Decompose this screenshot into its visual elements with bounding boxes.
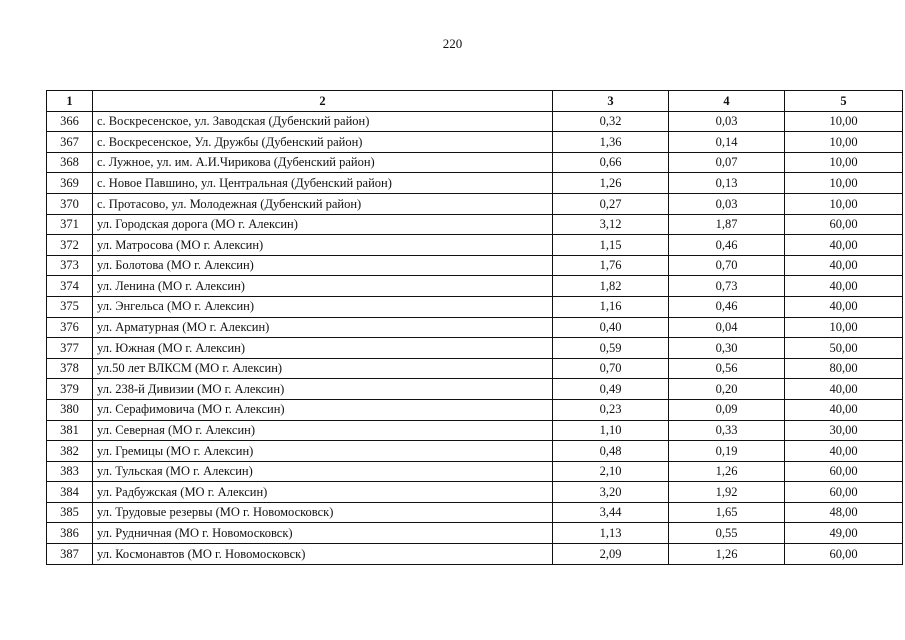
value-col3-cell: 0,32: [553, 111, 669, 132]
table-row: [47, 502, 903, 523]
value-col5-cell: 60,00: [785, 461, 903, 482]
table-row: [47, 338, 903, 359]
value-col4-cell: 1,87: [669, 214, 785, 235]
table-row: [47, 193, 903, 214]
value-col4-cell: 0,03: [669, 193, 785, 214]
column-header-name: 2: [93, 91, 553, 112]
road-name-cell: с. Лужное, ул. им. А.И.Чирикова (Дубенский район): [93, 152, 553, 173]
row-index-cell: 378: [47, 358, 93, 379]
page-number: 220: [442, 36, 463, 51]
row-index-cell: 373: [47, 255, 93, 276]
table-row: [47, 544, 903, 565]
road-name-cell: ул. Арматурная (МО г. Алексин): [93, 317, 553, 338]
table-row: [47, 132, 903, 153]
value-col5-cell: 50,00: [785, 338, 903, 359]
value-col4-cell: 1,92: [669, 482, 785, 503]
value-col4-cell: 0,33: [669, 420, 785, 441]
table-row: [47, 358, 903, 379]
road-name-cell: с. Новое Павшино, ул. Центральная (Дубенский район): [93, 173, 553, 194]
value-col4-cell: 0,04: [669, 317, 785, 338]
table-row: [47, 461, 903, 482]
row-index-cell: 367: [47, 132, 93, 153]
value-col4-cell: 0,46: [669, 296, 785, 317]
table-row: [47, 441, 903, 462]
table-row: [47, 276, 903, 297]
table-row: [47, 296, 903, 317]
table-row: [47, 482, 903, 503]
road-name-cell: ул. Матросова (МО г. Алексин): [93, 235, 553, 256]
value-col3-cell: 0,49: [553, 379, 669, 400]
value-col4-cell: 0,14: [669, 132, 785, 153]
road-name-cell: ул. Космонавтов (МО г. Новомосковск): [93, 544, 553, 565]
value-col3-cell: 1,16: [553, 296, 669, 317]
value-col3-cell: 1,13: [553, 523, 669, 544]
road-name-cell: ул. Городская дорога (МО г. Алексин): [93, 214, 553, 235]
value-col3-cell: 1,26: [553, 173, 669, 194]
value-col4-cell: 0,30: [669, 338, 785, 359]
value-col5-cell: 40,00: [785, 276, 903, 297]
value-col4-cell: 0,07: [669, 152, 785, 173]
column-header-index: 1: [47, 91, 93, 112]
row-index-cell: 375: [47, 296, 93, 317]
value-col3-cell: 3,44: [553, 502, 669, 523]
road-name-cell: с. Протасово, ул. Молодежная (Дубенский район): [93, 193, 553, 214]
row-index-cell: 374: [47, 276, 93, 297]
value-col5-cell: 10,00: [785, 132, 903, 153]
table-row: [47, 420, 903, 441]
value-col4-cell: 0,70: [669, 255, 785, 276]
row-index-cell: 376: [47, 317, 93, 338]
value-col4-cell: 0,13: [669, 173, 785, 194]
value-col5-cell: 48,00: [785, 502, 903, 523]
value-col4-cell: 1,65: [669, 502, 785, 523]
value-col4-cell: 0,09: [669, 399, 785, 420]
row-index-cell: 386: [47, 523, 93, 544]
value-col3-cell: 0,27: [553, 193, 669, 214]
value-col5-cell: 40,00: [785, 296, 903, 317]
value-col3-cell: 0,66: [553, 152, 669, 173]
value-col4-cell: 0,56: [669, 358, 785, 379]
value-col5-cell: 40,00: [785, 235, 903, 256]
road-name-cell: ул. Гремицы (МО г. Алексин): [93, 441, 553, 462]
row-index-cell: 381: [47, 420, 93, 441]
value-col5-cell: 60,00: [785, 544, 903, 565]
road-name-cell: с. Воскресенское, Ул. Дружбы (Дубенский район): [93, 132, 553, 153]
value-col5-cell: 30,00: [785, 420, 903, 441]
value-col4-cell: 0,19: [669, 441, 785, 462]
table-row: [47, 152, 903, 173]
value-col4-cell: 0,46: [669, 235, 785, 256]
row-index-cell: 379: [47, 379, 93, 400]
column-header-4: 4: [669, 91, 785, 112]
table-header-row: [47, 91, 903, 112]
value-col3-cell: 3,20: [553, 482, 669, 503]
table-row: [47, 379, 903, 400]
value-col4-cell: 0,73: [669, 276, 785, 297]
table-row: [47, 173, 903, 194]
value-col5-cell: 10,00: [785, 111, 903, 132]
value-col3-cell: 0,70: [553, 358, 669, 379]
value-col3-cell: 1,82: [553, 276, 669, 297]
table-body: [47, 111, 903, 564]
value-col5-cell: 10,00: [785, 152, 903, 173]
value-col5-cell: 40,00: [785, 255, 903, 276]
row-index-cell: 370: [47, 193, 93, 214]
road-name-cell: ул. Рудничная (МО г. Новомосковск): [93, 523, 553, 544]
value-col5-cell: 10,00: [785, 317, 903, 338]
row-index-cell: 383: [47, 461, 93, 482]
row-index-cell: 384: [47, 482, 93, 503]
roads-table: [46, 90, 903, 565]
value-col3-cell: 1,15: [553, 235, 669, 256]
row-index-cell: 382: [47, 441, 93, 462]
table-row: [47, 214, 903, 235]
road-name-cell: ул. Тульская (МО г. Алексин): [93, 461, 553, 482]
row-index-cell: 369: [47, 173, 93, 194]
value-col5-cell: 60,00: [785, 214, 903, 235]
row-index-cell: 368: [47, 152, 93, 173]
row-index-cell: 366: [47, 111, 93, 132]
value-col3-cell: 0,59: [553, 338, 669, 359]
row-index-cell: 385: [47, 502, 93, 523]
value-col4-cell: 1,26: [669, 461, 785, 482]
value-col3-cell: 2,09: [553, 544, 669, 565]
value-col5-cell: 40,00: [785, 441, 903, 462]
value-col4-cell: 0,03: [669, 111, 785, 132]
value-col5-cell: 49,00: [785, 523, 903, 544]
value-col3-cell: 1,36: [553, 132, 669, 153]
row-index-cell: 380: [47, 399, 93, 420]
table-row: [47, 317, 903, 338]
row-index-cell: 372: [47, 235, 93, 256]
value-col3-cell: 2,10: [553, 461, 669, 482]
value-col5-cell: 10,00: [785, 193, 903, 214]
column-header-5: 5: [785, 91, 903, 112]
value-col5-cell: 40,00: [785, 379, 903, 400]
road-name-cell: ул. Ленина (МО г. Алексин): [93, 276, 553, 297]
value-col5-cell: 10,00: [785, 173, 903, 194]
row-index-cell: 387: [47, 544, 93, 565]
road-name-cell: с. Воскресенское, ул. Заводская (Дубенский район): [93, 111, 553, 132]
road-name-cell: ул. Северная (МО г. Алексин): [93, 420, 553, 441]
road-name-cell: ул. Энгельса (МО г. Алексин): [93, 296, 553, 317]
value-col3-cell: 3,12: [553, 214, 669, 235]
table-row: [47, 111, 903, 132]
table-row: [47, 523, 903, 544]
road-name-cell: ул. Трудовые резервы (МО г. Новомосковск): [93, 502, 553, 523]
road-name-cell: ул. Радбужская (МО г. Алексин): [93, 482, 553, 503]
table-row: [47, 399, 903, 420]
value-col3-cell: 0,23: [553, 399, 669, 420]
value-col3-cell: 0,48: [553, 441, 669, 462]
value-col3-cell: 0,40: [553, 317, 669, 338]
row-index-cell: 371: [47, 214, 93, 235]
road-name-cell: ул. Болотова (МО г. Алексин): [93, 255, 553, 276]
value-col3-cell: 1,10: [553, 420, 669, 441]
value-col3-cell: 1,76: [553, 255, 669, 276]
table-row: [47, 235, 903, 256]
value-col4-cell: 0,55: [669, 523, 785, 544]
road-name-cell: ул.50 лет ВЛКСМ (МО г. Алексин): [93, 358, 553, 379]
value-col5-cell: 40,00: [785, 399, 903, 420]
road-name-cell: ул. 238-й Дивизии (МО г. Алексин): [93, 379, 553, 400]
row-index-cell: 377: [47, 338, 93, 359]
table-row: [47, 255, 903, 276]
value-col5-cell: 80,00: [785, 358, 903, 379]
value-col4-cell: 1,26: [669, 544, 785, 565]
value-col5-cell: 60,00: [785, 482, 903, 503]
road-name-cell: ул. Южная (МО г. Алексин): [93, 338, 553, 359]
value-col4-cell: 0,20: [669, 379, 785, 400]
column-header-3: 3: [553, 91, 669, 112]
road-name-cell: ул. Серафимовича (МО г. Алексин): [93, 399, 553, 420]
